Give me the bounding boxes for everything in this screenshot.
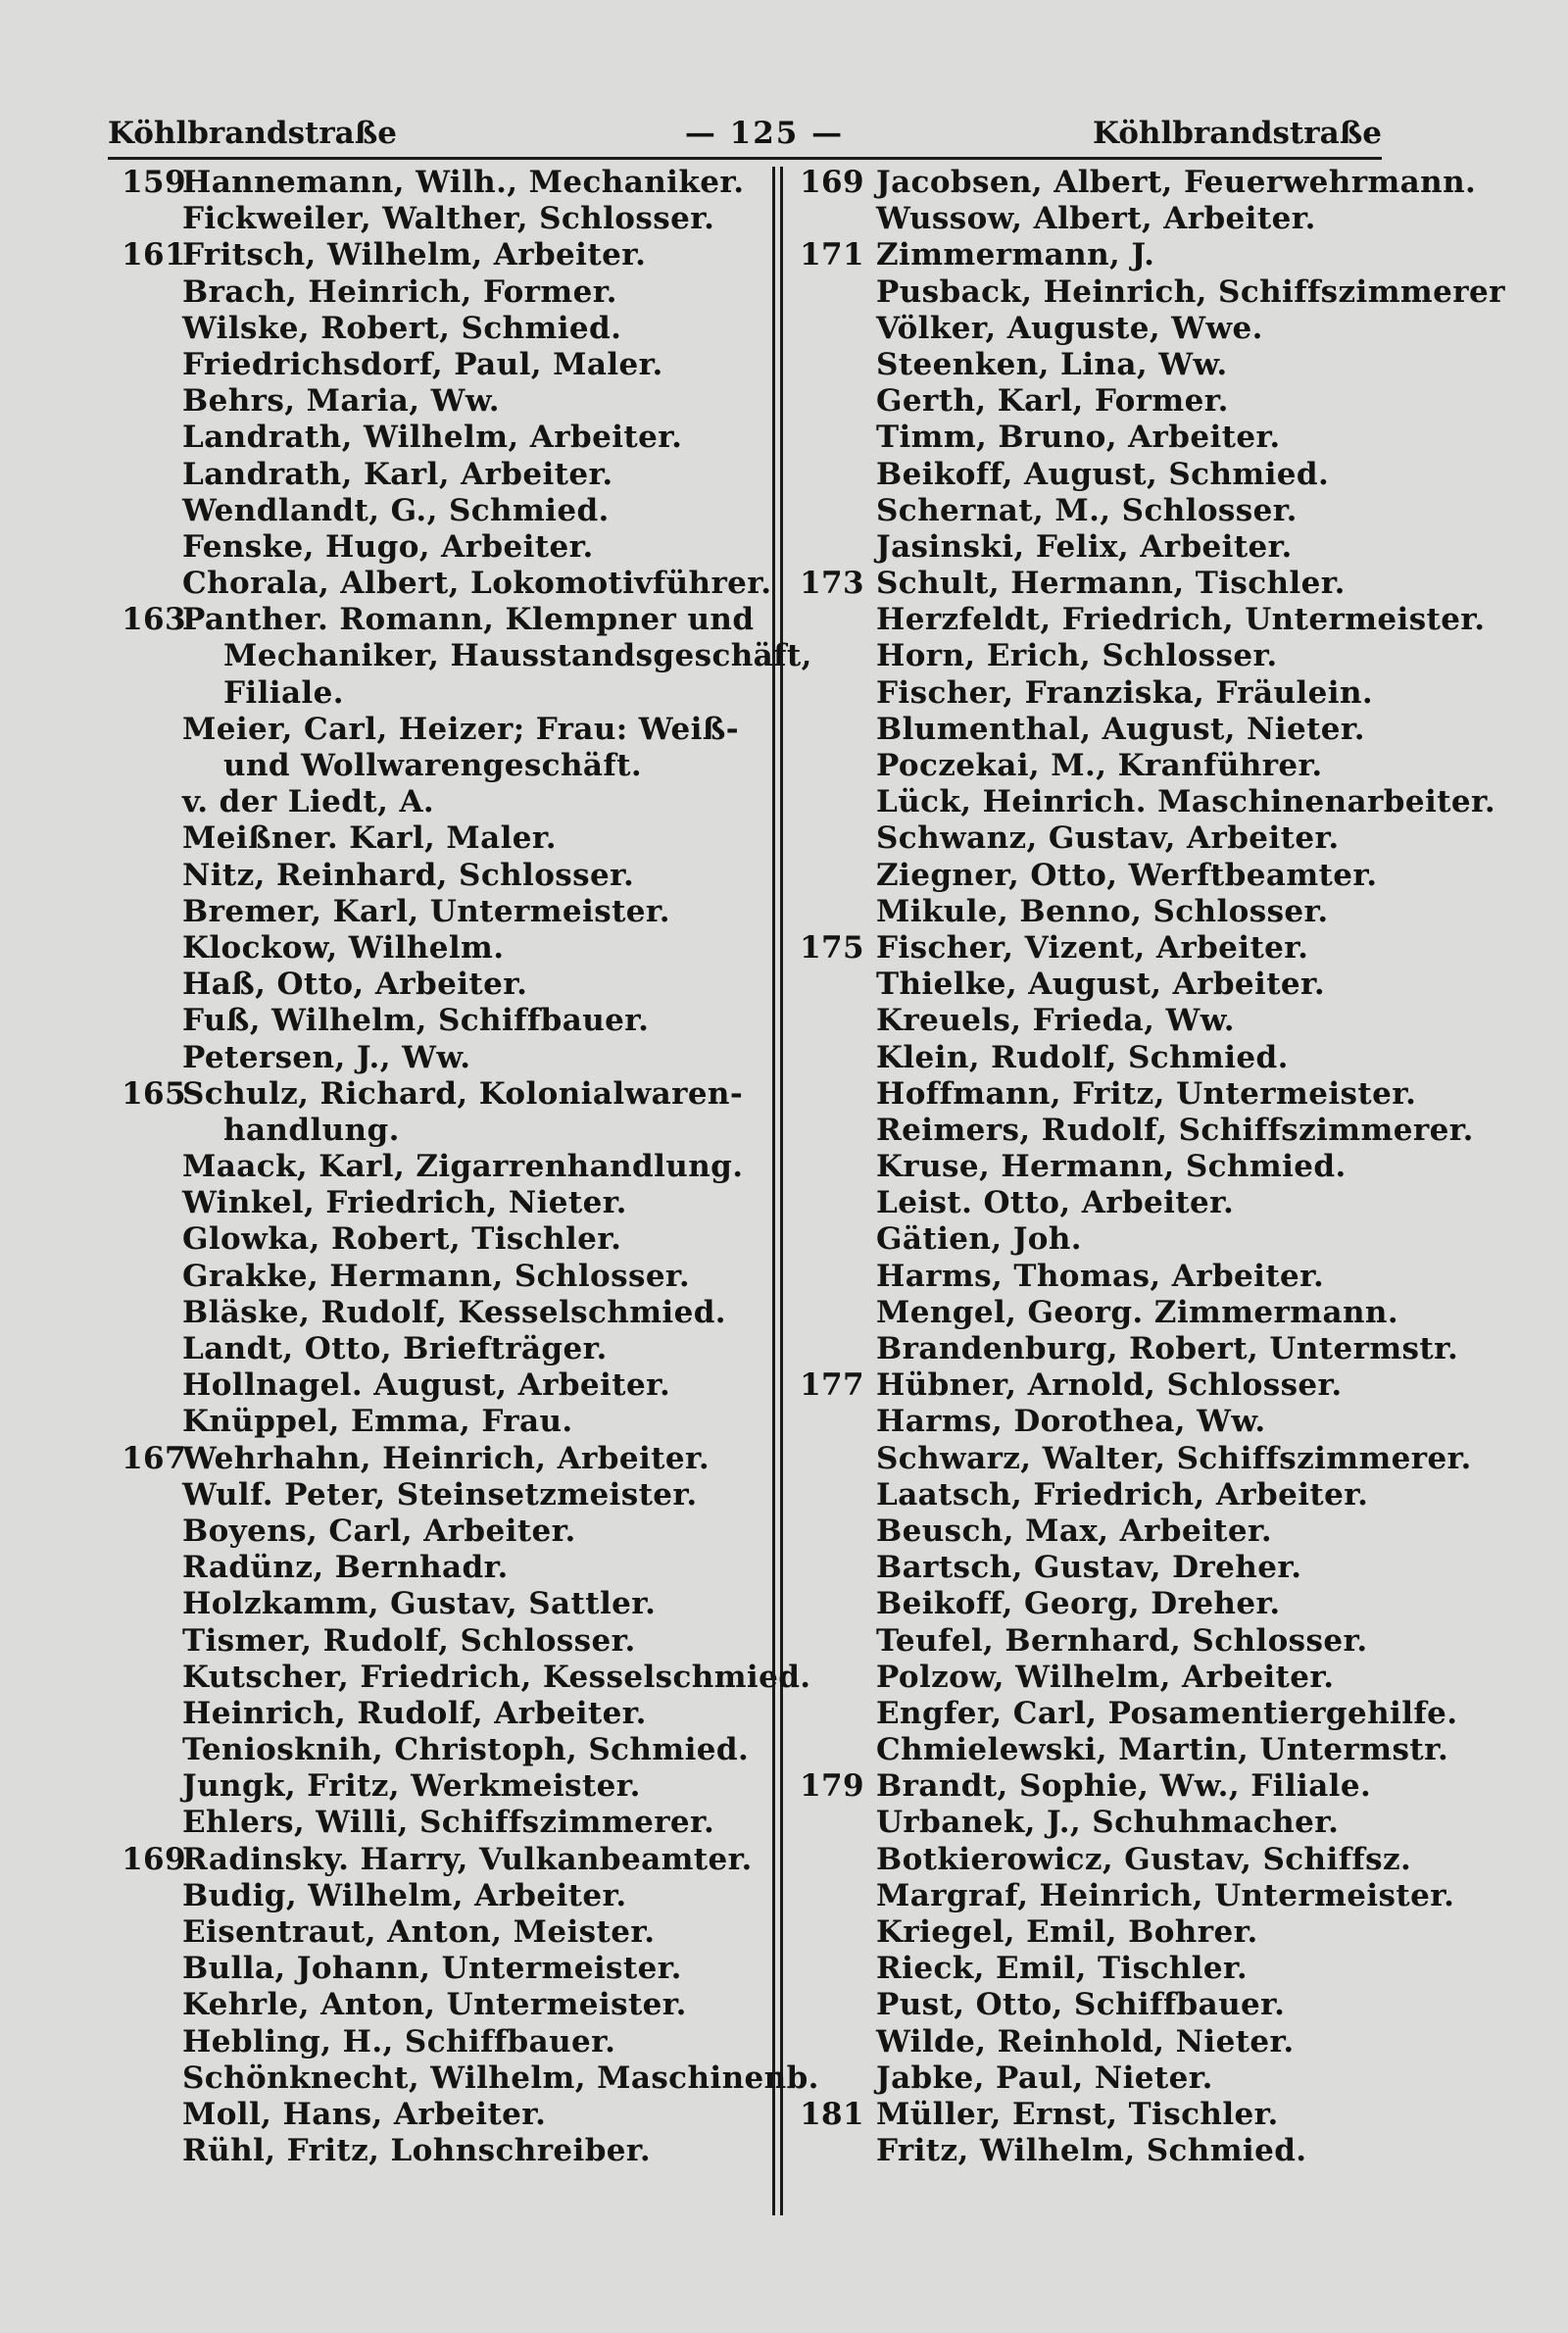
right-column: [766, 165, 1505, 2169]
directory-entry: [766, 1987, 1433, 2023]
resident-entry: Fenske, Hugo, Arbeiter.: [182, 528, 594, 565]
directory-entry: [766, 602, 1486, 638]
resident-entry: Bartsch, Gustav, Dreher.: [876, 1550, 1302, 1586]
street-title-left: Köhlbrandstraße: [108, 116, 398, 151]
resident-entry: Beusch, Max, Arbeiter.: [876, 1513, 1273, 1549]
resident-entry: Fischer, Franziska, Fräulein.: [876, 674, 1374, 711]
directory-entry: [108, 237, 764, 273]
house-number: 169: [122, 1841, 186, 1877]
resident-entry: Völker, Auguste, Wwe.: [876, 310, 1263, 346]
directory-entry: [766, 201, 1433, 237]
directory-entry: [108, 1951, 764, 1987]
directory-entry: [108, 1514, 764, 1550]
directory-entry: [108, 1185, 764, 1221]
directory-entry: [108, 1259, 764, 1295]
resident-entry: Urbanek, J., Schuhmacher.: [876, 1805, 1340, 1841]
directory-entry: [766, 1367, 1433, 1404]
resident-entry: Panther. Romann, Klempner und: [182, 602, 755, 638]
directory-entry: [108, 1040, 764, 1076]
directory-entry: [108, 1331, 764, 1367]
directory-entry: [766, 457, 1433, 493]
resident-entry: Heinrich, Rudolf, Arbeiter.: [182, 1695, 647, 1731]
directory-entry: [108, 1550, 764, 1586]
resident-entry: Wilske, Robert, Schmied.: [182, 310, 622, 346]
resident-entry: Schernat, M., Schlosser.: [876, 492, 1298, 528]
resident-entry: Kutscher, Friedrich, Kesselschmied.: [182, 1659, 811, 1695]
directory-entry: [108, 1732, 764, 1768]
resident-entry: Harms, Dorothea, Ww.: [876, 1404, 1266, 1440]
resident-entry: Margraf, Heinrich, Untermeister.: [876, 1877, 1455, 1913]
resident-entry: Wehrhahn, Heinrich, Arbeiter.: [182, 1440, 710, 1476]
resident-entry: Klockow, Wilhelm.: [182, 929, 505, 966]
resident-entry: Meißner. Karl, Maler.: [182, 820, 558, 857]
house-number: 167: [122, 1440, 186, 1476]
directory-entry: [766, 347, 1433, 383]
resident-entry: Beikoff, Georg, Dreher.: [876, 1586, 1281, 1622]
directory-entry: [766, 1768, 1433, 1805]
directory-entry: [766, 712, 1433, 748]
resident-entry: Haß, Otto, Arbeiter.: [182, 967, 528, 1003]
directory-entry: [766, 967, 1433, 1003]
directory-entry: [108, 638, 812, 674]
directory-entry: [108, 1367, 764, 1404]
directory-entry: [766, 2097, 1433, 2133]
resident-entry: Radinsky. Harry, Vulkanbeamter.: [182, 1841, 753, 1877]
directory-entry: [766, 493, 1433, 529]
resident-entry: Fritsch, Wilhelm, Arbeiter.: [182, 237, 647, 273]
directory-entry: [108, 1768, 764, 1805]
directory-entry: [766, 820, 1433, 857]
directory-entry: [108, 967, 764, 1003]
resident-entry: Friedrichsdorf, Paul, Maler.: [182, 346, 663, 382]
resident-entry: Landrath, Wilhelm, Arbeiter.: [182, 420, 683, 456]
resident-entry: Schwanz, Gustav, Arbeiter.: [876, 820, 1340, 857]
resident-entry: Gätien, Joh.: [876, 1221, 1082, 1258]
resident-entry: Radünz, Bernhadr.: [182, 1550, 509, 1586]
directory-entry: [108, 602, 764, 638]
resident-entry: Poczekai, M., Kranführer.: [876, 748, 1323, 783]
directory-entry: [766, 1003, 1433, 1039]
resident-entry: Laatsch, Friedrich, Arbeiter.: [876, 1476, 1369, 1513]
directory-entry: [108, 1987, 764, 2023]
resident-entry: Zimmermann, J.: [876, 237, 1155, 273]
resident-entry: Meier, Carl, Heizer; Frau: Weiß-: [182, 711, 739, 747]
page-number: — 125 —: [684, 116, 845, 151]
directory-entry: [766, 675, 1433, 712]
directory-entry: [766, 1805, 1433, 1841]
directory-entry: [766, 1149, 1433, 1185]
resident-entry: Landt, Otto, Briefträger.: [182, 1331, 608, 1366]
resident-entry: Lück, Heinrich. Maschinenarbeiter.: [876, 784, 1496, 820]
directory-entry: [766, 784, 1496, 820]
resident-entry: Bulla, Johann, Untermeister.: [182, 1951, 682, 1987]
resident-entry: Engfer, Carl, Posamentiergehilfe.: [876, 1695, 1458, 1731]
resident-entry: Chorala, Albert, Lokomotivführer.: [182, 566, 772, 602]
resident-entry: Jacobsen, Albert, Feuerwehrmann.: [876, 165, 1477, 200]
resident-entry: Brach, Heinrich, Former.: [182, 273, 617, 310]
resident-entry: Beikoff, August, Schmied.: [876, 456, 1330, 492]
directory-entry: [108, 1404, 764, 1440]
resident-entry: Mechaniker, Hausstandsgeschäft,: [223, 638, 812, 674]
house-number: 177: [800, 1367, 864, 1404]
resident-entry: Steenken, Lina, Ww.: [876, 346, 1228, 382]
directory-entry: [108, 347, 764, 383]
resident-entry: Schulz, Richard, Kolonialwaren-: [182, 1075, 744, 1112]
directory-entry: [766, 420, 1433, 456]
directory-entry: [766, 1550, 1433, 1586]
resident-entry: Polzow, Wilhelm, Arbeiter.: [876, 1659, 1335, 1695]
resident-entry: Wussow, Albert, Arbeiter.: [876, 201, 1316, 237]
street-title-right: Köhlbrandstraße: [1092, 116, 1382, 151]
resident-entry: Thielke, August, Arbeiter.: [876, 967, 1326, 1003]
directory-entry: [766, 930, 1433, 967]
resident-entry: Bremer, Karl, Untermeister.: [182, 893, 670, 929]
directory-entry: [766, 383, 1433, 420]
directory-entry: [108, 894, 764, 930]
page-header: [108, 116, 1382, 159]
resident-entry: Budig, Wilhelm, Arbeiter.: [182, 1877, 627, 1913]
directory-entry: [766, 165, 1477, 201]
directory-entry: [766, 1295, 1433, 1331]
directory-entry: [108, 1696, 764, 1732]
resident-entry: Leist. Otto, Arbeiter.: [876, 1185, 1235, 1221]
resident-entry: Kruse, Hermann, Schmied.: [876, 1149, 1347, 1185]
resident-entry: Fickweiler, Walther, Schlosser.: [182, 201, 715, 237]
directory-entry: [108, 274, 764, 311]
directory-entry: [766, 237, 1433, 273]
resident-entry: Botkierowicz, Gustav, Schiffsz.: [876, 1841, 1412, 1877]
directory-entry: [766, 1040, 1433, 1076]
directory-entry: [108, 1441, 764, 1477]
directory-entry: [108, 1586, 764, 1622]
directory-entry: [766, 1185, 1433, 1221]
resident-entry: Hübner, Arnold, Schlosser.: [876, 1367, 1343, 1404]
directory-entry: [766, 1514, 1433, 1550]
directory-entry: [766, 894, 1433, 930]
resident-entry: Glowka, Robert, Tischler.: [182, 1221, 622, 1258]
resident-entry: Jabke, Paul, Nieter.: [876, 2060, 1213, 2096]
resident-entry: Reimers, Rudolf, Schiffszimmerer.: [876, 1112, 1474, 1148]
directory-entry: [108, 1878, 764, 1914]
resident-entry: Moll, Hans, Arbeiter.: [182, 2096, 547, 2132]
directory-entry: [108, 748, 764, 784]
resident-entry: Holzkamm, Gustav, Sattler.: [182, 1586, 657, 1622]
resident-entry: Kehrle, Anton, Untermeister.: [182, 1987, 687, 2023]
directory-entry: [766, 1076, 1433, 1113]
resident-entry: Fuß, Wilhelm, Schiffbauer.: [182, 1003, 650, 1039]
directory-entry: [108, 1805, 764, 1841]
house-number: 179: [800, 1768, 864, 1805]
resident-entry: Gerth, Karl, Former.: [876, 383, 1229, 420]
directory-entry: [766, 1914, 1433, 1951]
directory-entry: [108, 2133, 764, 2169]
resident-entry: Mikule, Benno, Schlosser.: [876, 893, 1329, 929]
resident-entry: Teufel, Bernhard, Schlosser.: [876, 1622, 1368, 1659]
directory-entry: [108, 383, 764, 420]
directory-entry: [108, 201, 764, 237]
house-number: 159: [122, 165, 186, 200]
resident-entry: Klein, Rudolf, Schmied.: [876, 1039, 1289, 1075]
directory-entry: [108, 2024, 764, 2060]
directory-entry: [108, 858, 764, 894]
directory-entry: [108, 566, 772, 602]
directory-entry: [766, 1440, 1472, 1477]
directory-entry: [766, 1112, 1474, 1149]
directory-entry: [108, 1623, 764, 1660]
directory-entry: [766, 1331, 1459, 1367]
house-number: 169: [800, 165, 864, 200]
resident-entry: Maack, Karl, Zigarrenhandlung.: [182, 1149, 744, 1185]
house-number: 173: [800, 566, 864, 602]
directory-entry: [766, 1732, 1449, 1768]
directory-entry: [766, 748, 1433, 784]
resident-entry: Fischer, Vizent, Arbeiter.: [876, 929, 1309, 966]
resident-entry: Rieck, Emil, Tischler.: [876, 1951, 1249, 1987]
directory-entry: [766, 1477, 1433, 1514]
resident-entry: v. der Liedt, A.: [182, 784, 435, 820]
resident-entry: Hoffmann, Fritz, Untermeister.: [876, 1075, 1417, 1112]
resident-entry: Jasinski, Felix, Arbeiter.: [876, 528, 1293, 565]
directory-entry: [108, 420, 764, 456]
resident-entry: Filiale.: [223, 674, 344, 711]
left-column: [108, 165, 819, 2169]
directory-entry: [766, 311, 1433, 347]
resident-entry: Petersen, J., Ww.: [182, 1039, 471, 1075]
resident-entry: Brandt, Sophie, Ww., Filiale.: [876, 1768, 1372, 1805]
resident-entry: Pusback, Heinrich, Schiffszimmerer: [876, 273, 1505, 310]
directory-entry: [108, 820, 764, 857]
resident-entry: Bläske, Rudolf, Kesselschmied.: [182, 1294, 726, 1330]
directory-entry: [766, 529, 1433, 566]
resident-entry: Chmielewski, Martin, Untermstr.: [876, 1732, 1449, 1768]
resident-entry: Harms, Thomas, Arbeiter.: [876, 1258, 1325, 1294]
directory-entry: [766, 1660, 1433, 1696]
resident-entry: Knüppel, Emma, Frau.: [182, 1404, 573, 1440]
house-number: 175: [800, 929, 864, 966]
resident-entry: Pust, Otto, Schiffbauer.: [876, 1987, 1286, 2023]
resident-entry: Winkel, Friedrich, Nieter.: [182, 1185, 627, 1221]
resident-entry: Kreuels, Frieda, Ww.: [876, 1003, 1235, 1039]
directory-entry: [766, 2024, 1433, 2060]
resident-entry: Boyens, Carl, Arbeiter.: [182, 1513, 576, 1549]
directory-entry: [108, 784, 764, 820]
directory-entry: [108, 2060, 819, 2097]
directory-entry: [108, 2097, 764, 2133]
resident-entry: Wilde, Reinhold, Nieter.: [876, 2023, 1295, 2060]
house-number: 163: [122, 602, 186, 638]
directory-entry: [108, 1914, 764, 1951]
directory-entry: [108, 1221, 764, 1258]
directory-entry: [766, 273, 1505, 311]
directory-entry: [766, 1951, 1433, 1987]
directory-entry: [766, 1586, 1433, 1622]
house-number: 171: [800, 237, 864, 273]
resident-entry: Schwarz, Walter, Schiffszimmerer.: [876, 1440, 1472, 1476]
directory-entry: [766, 1623, 1433, 1660]
directory-entry: [766, 2060, 1433, 2097]
resident-entry: Mengel, Georg. Zimmermann.: [876, 1294, 1399, 1330]
directory-entry: [108, 712, 764, 748]
header-rule: [108, 157, 1382, 160]
directory-entry: [766, 1221, 1433, 1258]
resident-entry: Hebling, H., Schiffbauer.: [182, 2023, 616, 2060]
resident-entry: Hannemann, Wilh., Mechaniker.: [182, 165, 745, 200]
directory-entry: [108, 165, 764, 201]
directory-entry: [766, 2133, 1433, 2169]
resident-entry: Timm, Bruno, Arbeiter.: [876, 420, 1281, 456]
directory-entry: [108, 930, 764, 967]
resident-entry: Herzfeldt, Friedrich, Untermeister.: [876, 602, 1486, 638]
resident-entry: Wulf. Peter, Steinsetzmeister.: [182, 1476, 698, 1513]
directory-entry: [108, 1149, 764, 1185]
directory-entry: [108, 311, 764, 347]
resident-entry: und Wollwarengeschäft.: [223, 748, 643, 783]
directory-entry: [108, 493, 764, 529]
resident-entry: Teniosknih, Christoph, Schmied.: [182, 1732, 750, 1768]
resident-entry: Ziegner, Otto, Werftbeamter.: [876, 857, 1378, 893]
resident-entry: Tismer, Rudolf, Schlosser.: [182, 1622, 636, 1659]
directory-entry: [766, 858, 1433, 894]
resident-entry: Fritz, Wilhelm, Schmied.: [876, 2133, 1307, 2169]
directory-entry: [108, 529, 764, 566]
resident-entry: Nitz, Reinhard, Schlosser.: [182, 857, 635, 893]
resident-entry: handlung.: [223, 1112, 400, 1148]
directory-entry: [108, 1477, 764, 1514]
resident-entry: Jungk, Fritz, Werkmeister.: [182, 1768, 641, 1805]
resident-entry: Landrath, Karl, Arbeiter.: [182, 456, 613, 492]
resident-entry: Hollnagel. August, Arbeiter.: [182, 1367, 671, 1404]
directory-entry: [108, 1295, 764, 1331]
directory-entry: [108, 675, 764, 712]
directory-entry: [108, 1659, 811, 1696]
resident-entry: Wendlandt, G., Schmied.: [182, 492, 610, 528]
directory-entry: [108, 1076, 764, 1113]
resident-entry: Brandenburg, Robert, Untermstr.: [876, 1331, 1459, 1366]
directory-entry: [766, 1259, 1433, 1295]
house-number: 181: [800, 2096, 864, 2132]
resident-entry: Behrs, Maria, Ww.: [182, 383, 500, 420]
resident-entry: Grakke, Hermann, Schlosser.: [182, 1258, 691, 1294]
resident-entry: Schönknecht, Wilhelm, Maschinenb.: [182, 2060, 819, 2096]
directory-entry: [108, 1113, 764, 1149]
resident-entry: Müller, Ernst, Tischler.: [876, 2096, 1279, 2132]
resident-entry: Schult, Hermann, Tischler.: [876, 566, 1346, 602]
house-number: 161: [122, 237, 186, 273]
directory-entry: [766, 1877, 1455, 1914]
resident-entry: Eisentraut, Anton, Meister.: [182, 1914, 656, 1950]
house-number: 165: [122, 1075, 186, 1112]
directory-entry: [108, 1003, 764, 1039]
resident-entry: Ehlers, Willi, Schiffszimmerer.: [182, 1805, 715, 1841]
resident-entry: Kriegel, Emil, Bohrer.: [876, 1914, 1258, 1950]
directory-entry: [108, 457, 764, 493]
directory-entry: [766, 1842, 1433, 1878]
directory-entry: [766, 1404, 1433, 1440]
directory-entry: [766, 566, 1433, 602]
directory-entry: [766, 1695, 1458, 1732]
directory-entry: [766, 638, 1433, 674]
resident-entry: Rühl, Fritz, Lohnschreiber.: [182, 2133, 652, 2169]
resident-entry: Horn, Erich, Schlosser.: [876, 638, 1278, 674]
resident-entry: Blumenthal, August, Nieter.: [876, 711, 1366, 747]
directory-entry: [108, 1842, 764, 1878]
